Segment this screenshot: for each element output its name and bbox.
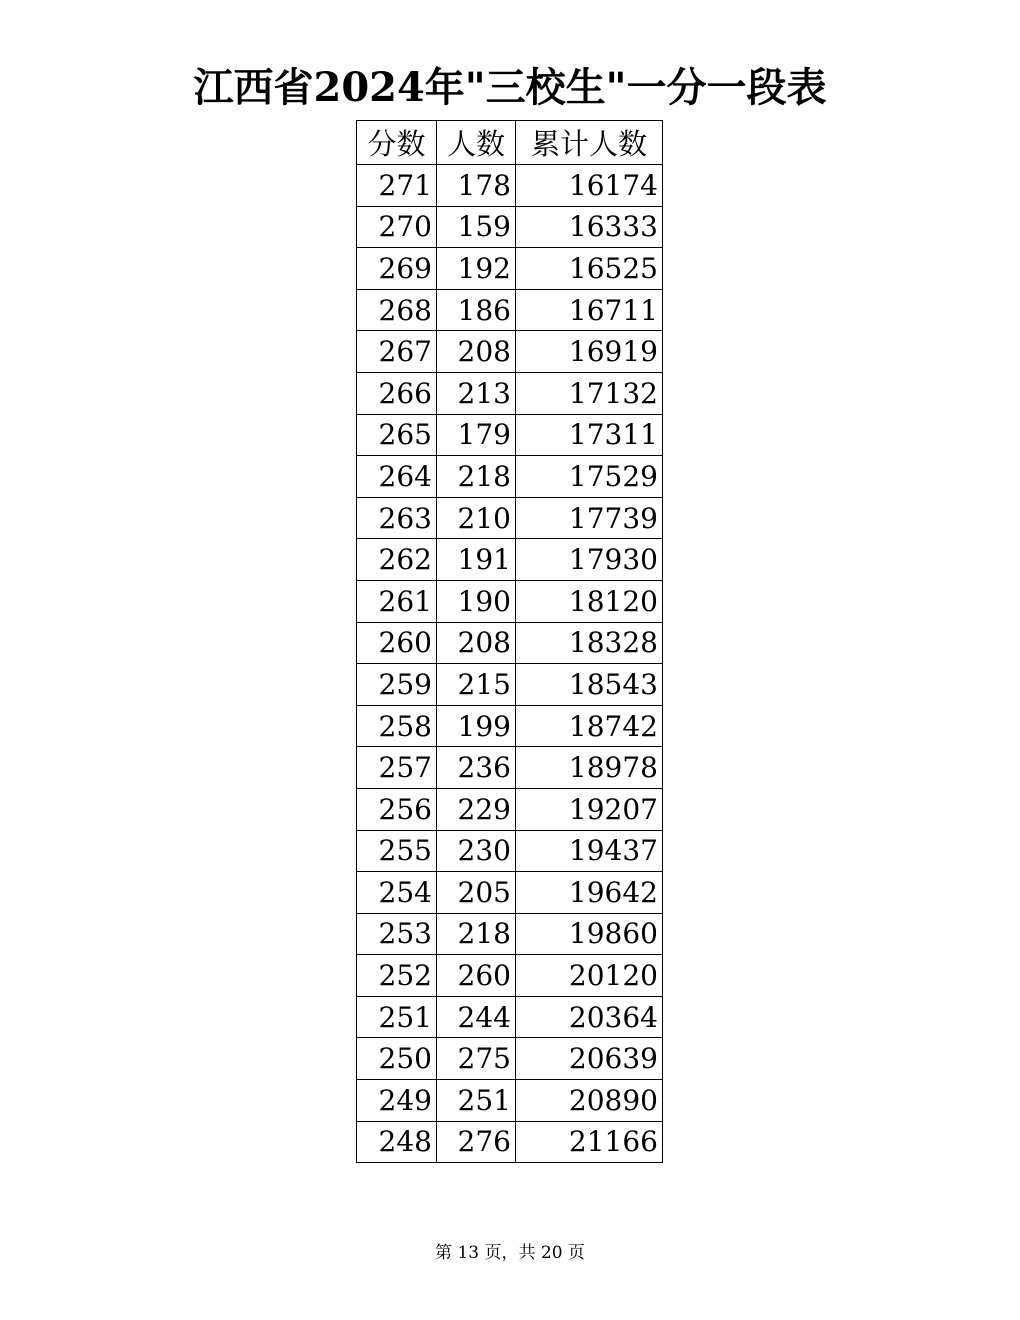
cell-score: 259 — [357, 664, 437, 706]
cell-score: 263 — [357, 497, 437, 539]
score-distribution-table — [356, 120, 663, 1163]
cell-count: 178 — [437, 165, 516, 207]
cell-count: 251 — [437, 1080, 516, 1122]
cell-count: 208 — [437, 331, 516, 373]
table-row — [357, 788, 663, 830]
cell-score: 271 — [357, 165, 437, 207]
cell-score: 250 — [357, 1038, 437, 1080]
cell-cumulative: 17930 — [516, 539, 663, 581]
table-row — [357, 1121, 663, 1163]
cell-count: 213 — [437, 372, 516, 414]
cell-cumulative: 20890 — [516, 1080, 663, 1122]
cell-count: 218 — [437, 913, 516, 955]
table-row — [357, 913, 663, 955]
cell-cumulative: 19642 — [516, 872, 663, 914]
cell-count: 199 — [437, 705, 516, 747]
cell-count: 230 — [437, 830, 516, 872]
table-row — [357, 289, 663, 331]
cell-score: 266 — [357, 372, 437, 414]
cell-cumulative: 20120 — [516, 955, 663, 997]
cell-score: 262 — [357, 539, 437, 581]
table-row — [357, 705, 663, 747]
table-row — [357, 830, 663, 872]
cell-cumulative: 19437 — [516, 830, 663, 872]
table-row — [357, 331, 663, 373]
cell-count: 186 — [437, 289, 516, 331]
cell-cumulative: 18120 — [516, 580, 663, 622]
table-row — [357, 580, 663, 622]
table-row — [357, 414, 663, 456]
cell-cumulative: 16333 — [516, 206, 663, 248]
cell-count: 159 — [437, 206, 516, 248]
table-row — [357, 1080, 663, 1122]
cell-count: 191 — [437, 539, 516, 581]
cell-cumulative: 19207 — [516, 788, 663, 830]
cell-score: 265 — [357, 414, 437, 456]
cell-count: 236 — [437, 747, 516, 789]
cell-score: 257 — [357, 747, 437, 789]
cell-cumulative: 20639 — [516, 1038, 663, 1080]
cell-cumulative: 16711 — [516, 289, 663, 331]
cell-count: 260 — [437, 955, 516, 997]
table-row — [357, 872, 663, 914]
table-row — [357, 497, 663, 539]
cell-count: 218 — [437, 456, 516, 498]
cell-count: 208 — [437, 622, 516, 664]
cell-count: 179 — [437, 414, 516, 456]
cell-score: 258 — [357, 705, 437, 747]
page-title: 江西省2024年"三校生"一分一段表 — [193, 64, 827, 111]
table-header-row — [357, 121, 663, 165]
cell-count: 192 — [437, 248, 516, 290]
cell-cumulative: 16525 — [516, 248, 663, 290]
cell-count: 210 — [437, 497, 516, 539]
cell-count: 205 — [437, 872, 516, 914]
table-row — [357, 996, 663, 1038]
cell-count: 244 — [437, 996, 516, 1038]
cell-cumulative: 17311 — [516, 414, 663, 456]
table-body — [357, 165, 663, 1163]
cell-count: 275 — [437, 1038, 516, 1080]
cell-score: 261 — [357, 580, 437, 622]
cell-count: 215 — [437, 664, 516, 706]
cell-score: 270 — [357, 206, 437, 248]
table-row — [357, 165, 663, 207]
cell-score: 260 — [357, 622, 437, 664]
table-row — [357, 955, 663, 997]
cell-cumulative: 17739 — [516, 497, 663, 539]
table-row — [357, 372, 663, 414]
cell-score: 253 — [357, 913, 437, 955]
cell-score: 251 — [357, 996, 437, 1038]
table-row — [357, 456, 663, 498]
cell-cumulative: 17529 — [516, 456, 663, 498]
cell-cumulative: 18328 — [516, 622, 663, 664]
cell-cumulative: 20364 — [516, 996, 663, 1038]
cell-count: 190 — [437, 580, 516, 622]
cell-count: 276 — [437, 1121, 516, 1163]
cell-cumulative: 16919 — [516, 331, 663, 373]
table-row — [357, 206, 663, 248]
cell-score: 252 — [357, 955, 437, 997]
page-footer: 第 13 页，共 20 页 — [435, 1243, 585, 1263]
cell-score: 249 — [357, 1080, 437, 1122]
cell-score: 268 — [357, 289, 437, 331]
table-row — [357, 622, 663, 664]
cell-cumulative: 21166 — [516, 1121, 663, 1163]
cell-score: 269 — [357, 248, 437, 290]
header-cumulative: 累计人数 — [516, 121, 663, 165]
cell-count: 229 — [437, 788, 516, 830]
table-row — [357, 1038, 663, 1080]
header-score: 分数 — [357, 121, 437, 165]
cell-score: 267 — [357, 331, 437, 373]
table-row — [357, 664, 663, 706]
table-row — [357, 248, 663, 290]
cell-cumulative: 18978 — [516, 747, 663, 789]
header-count: 人数 — [437, 121, 516, 165]
cell-score: 255 — [357, 830, 437, 872]
cell-cumulative: 16174 — [516, 165, 663, 207]
cell-cumulative: 18742 — [516, 705, 663, 747]
cell-cumulative: 18543 — [516, 664, 663, 706]
table-row — [357, 539, 663, 581]
cell-score: 248 — [357, 1121, 437, 1163]
table-row — [357, 747, 663, 789]
cell-cumulative: 19860 — [516, 913, 663, 955]
cell-score: 264 — [357, 456, 437, 498]
cell-cumulative: 17132 — [516, 372, 663, 414]
cell-score: 254 — [357, 872, 437, 914]
cell-score: 256 — [357, 788, 437, 830]
